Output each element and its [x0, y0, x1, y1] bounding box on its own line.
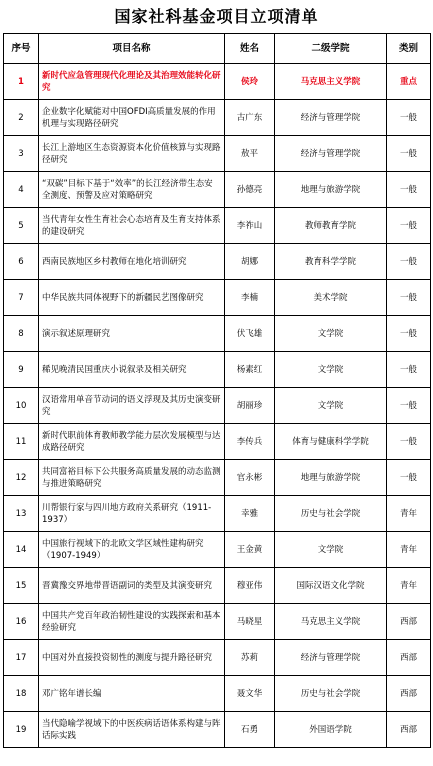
- table-row: [4, 460, 431, 496]
- college-name: 外国语学院: [275, 712, 387, 748]
- person-name: 古广东: [225, 100, 275, 136]
- table-row: [4, 64, 431, 100]
- row-number: 16: [4, 604, 39, 640]
- row-number: 4: [4, 172, 39, 208]
- project-type: 一般: [387, 316, 431, 352]
- header-college: 二级学院: [275, 34, 387, 64]
- row-number: 5: [4, 208, 39, 244]
- row-number: 7: [4, 280, 39, 316]
- college-name: 文学院: [275, 532, 387, 568]
- row-number: 19: [4, 712, 39, 748]
- project-type: 一般: [387, 424, 431, 460]
- person-name: 胡丽珍: [225, 388, 275, 424]
- project-type: 青年: [387, 532, 431, 568]
- project-name: 演示叙述原理研究: [39, 316, 225, 352]
- college-name: 马克思主义学院: [275, 64, 387, 100]
- row-number: 3: [4, 136, 39, 172]
- row-number: 10: [4, 388, 39, 424]
- table-row: [4, 604, 431, 640]
- person-name: 穆亚伟: [225, 568, 275, 604]
- college-name: 国际汉语文化学院: [275, 568, 387, 604]
- project-name: 当代青年女性生育社会心态培育及生育支持体系的建设研究: [39, 208, 225, 244]
- project-type: 一般: [387, 460, 431, 496]
- header-type: 类别: [387, 34, 431, 64]
- header-project-name: 项目名称: [39, 34, 225, 64]
- college-name: 文学院: [275, 388, 387, 424]
- college-name: 教师教育学院: [275, 208, 387, 244]
- row-number: 11: [4, 424, 39, 460]
- row-number: 1: [4, 64, 39, 100]
- project-name: 邓广铭年谱长编: [39, 676, 225, 712]
- college-name: 历史与社会学院: [275, 676, 387, 712]
- person-name: 伏飞雄: [225, 316, 275, 352]
- header-no: 序号: [4, 34, 39, 64]
- project-name: 汉语常用单音节动词的语义浮现及其历史演变研究: [39, 388, 225, 424]
- project-name: 共同富裕目标下公共服务高质量发展的动态监测与推进策略研究: [39, 460, 225, 496]
- table-row: [4, 136, 431, 172]
- row-number: 14: [4, 532, 39, 568]
- project-name: 中国旅行视域下的北欧文学区域性建构研究（1907-1949）: [39, 532, 225, 568]
- project-type: 一般: [387, 172, 431, 208]
- row-number: 12: [4, 460, 39, 496]
- project-name: 中国对外直接投资韧性的测度与提升路径研究: [39, 640, 225, 676]
- project-type: 一般: [387, 136, 431, 172]
- project-type: 一般: [387, 352, 431, 388]
- person-name: 苏莉: [225, 640, 275, 676]
- college-name: 经济与管理学院: [275, 136, 387, 172]
- project-name: 中华民族共同体视野下的新疆民艺图像研究: [39, 280, 225, 316]
- project-type: 西部: [387, 604, 431, 640]
- college-name: 经济与管理学院: [275, 640, 387, 676]
- college-name: 马克思主义学院: [275, 604, 387, 640]
- project-name: 新时代应急管理现代化理论及其治理效能转化研究: [39, 64, 225, 100]
- table-row: [4, 496, 431, 532]
- row-number: 18: [4, 676, 39, 712]
- project-name: 长江上游地区生态资源资本化价值核算与实现路径研究: [39, 136, 225, 172]
- project-name: 川帮银行家与四川地方政府关系研究（1911-1937）: [39, 496, 225, 532]
- page-title: 国家社科基金项目立项清单: [114, 7, 319, 26]
- header-person: 姓名: [225, 34, 275, 64]
- college-name: 教育科学学院: [275, 244, 387, 280]
- project-name: 新时代职前体育教师教学能力层次发展模型与达成路径研究: [39, 424, 225, 460]
- table-row: [4, 280, 431, 316]
- project-name: 西南民族地区乡村教师在地化培训研究: [39, 244, 225, 280]
- table-row: [4, 712, 431, 748]
- person-name: 胡娜: [225, 244, 275, 280]
- person-name: 幸雅: [225, 496, 275, 532]
- row-number: 13: [4, 496, 39, 532]
- project-name: 当代隐喻学视域下的中医疾病话语体系构建与阵话际实践: [39, 712, 225, 748]
- table-row: [4, 568, 431, 604]
- row-number: 15: [4, 568, 39, 604]
- project-type: 一般: [387, 244, 431, 280]
- project-name: 晋冀豫交界地带晋语副词的类型及其演变研究: [39, 568, 225, 604]
- person-name: 李传兵: [225, 424, 275, 460]
- row-number: 6: [4, 244, 39, 280]
- college-name: 文学院: [275, 316, 387, 352]
- table-row: [4, 676, 431, 712]
- project-name: 中国共产党百年政治韧性建设的实践探索和基本经验研究: [39, 604, 225, 640]
- table-row: [4, 532, 431, 568]
- person-name: 李楠: [225, 280, 275, 316]
- project-type: 青年: [387, 568, 431, 604]
- project-name: 企业数字化赋能对中国OFDI高质量发展的作用机理与实现路径研究: [39, 100, 225, 136]
- project-type: 西部: [387, 676, 431, 712]
- project-type: 一般: [387, 208, 431, 244]
- project-table: [3, 33, 431, 748]
- project-type: 一般: [387, 388, 431, 424]
- project-name: 稀见晚清民国重庆小说叙录及相关研究: [39, 352, 225, 388]
- college-name: 历史与社会学院: [275, 496, 387, 532]
- project-type: 重点: [387, 64, 431, 100]
- college-name: 文学院: [275, 352, 387, 388]
- person-name: 敖平: [225, 136, 275, 172]
- college-name: 地理与旅游学院: [275, 172, 387, 208]
- college-name: 美术学院: [275, 280, 387, 316]
- row-number: 8: [4, 316, 39, 352]
- person-name: 官永彬: [225, 460, 275, 496]
- table-row: [4, 640, 431, 676]
- person-name: 孙德亮: [225, 172, 275, 208]
- person-name: 聂文华: [225, 676, 275, 712]
- row-number: 9: [4, 352, 39, 388]
- row-number: 2: [4, 100, 39, 136]
- college-name: 体育与健康科学学院: [275, 424, 387, 460]
- table-row: [4, 388, 431, 424]
- college-name: 经济与管理学院: [275, 100, 387, 136]
- person-name: 李祚山: [225, 208, 275, 244]
- college-name: 地理与旅游学院: [275, 460, 387, 496]
- project-type: 一般: [387, 280, 431, 316]
- row-number: 17: [4, 640, 39, 676]
- table-row: [4, 172, 431, 208]
- person-name: 王金黄: [225, 532, 275, 568]
- table-row: [4, 244, 431, 280]
- project-type: 西部: [387, 712, 431, 748]
- project-type: 西部: [387, 640, 431, 676]
- person-name: 石勇: [225, 712, 275, 748]
- project-type: 一般: [387, 100, 431, 136]
- header-row: [4, 34, 431, 64]
- table-row: [4, 316, 431, 352]
- table-row: [4, 100, 431, 136]
- person-name: 杨素红: [225, 352, 275, 388]
- table-row: [4, 352, 431, 388]
- project-type: 青年: [387, 496, 431, 532]
- project-name: “双碳”目标下基于“效率”的长江经济带生态安全测度、预警及应对策略研究: [39, 172, 225, 208]
- table-row: [4, 424, 431, 460]
- person-name: 马晓星: [225, 604, 275, 640]
- table-body: [4, 64, 431, 748]
- person-name: 侯玲: [225, 64, 275, 100]
- table-row: [4, 208, 431, 244]
